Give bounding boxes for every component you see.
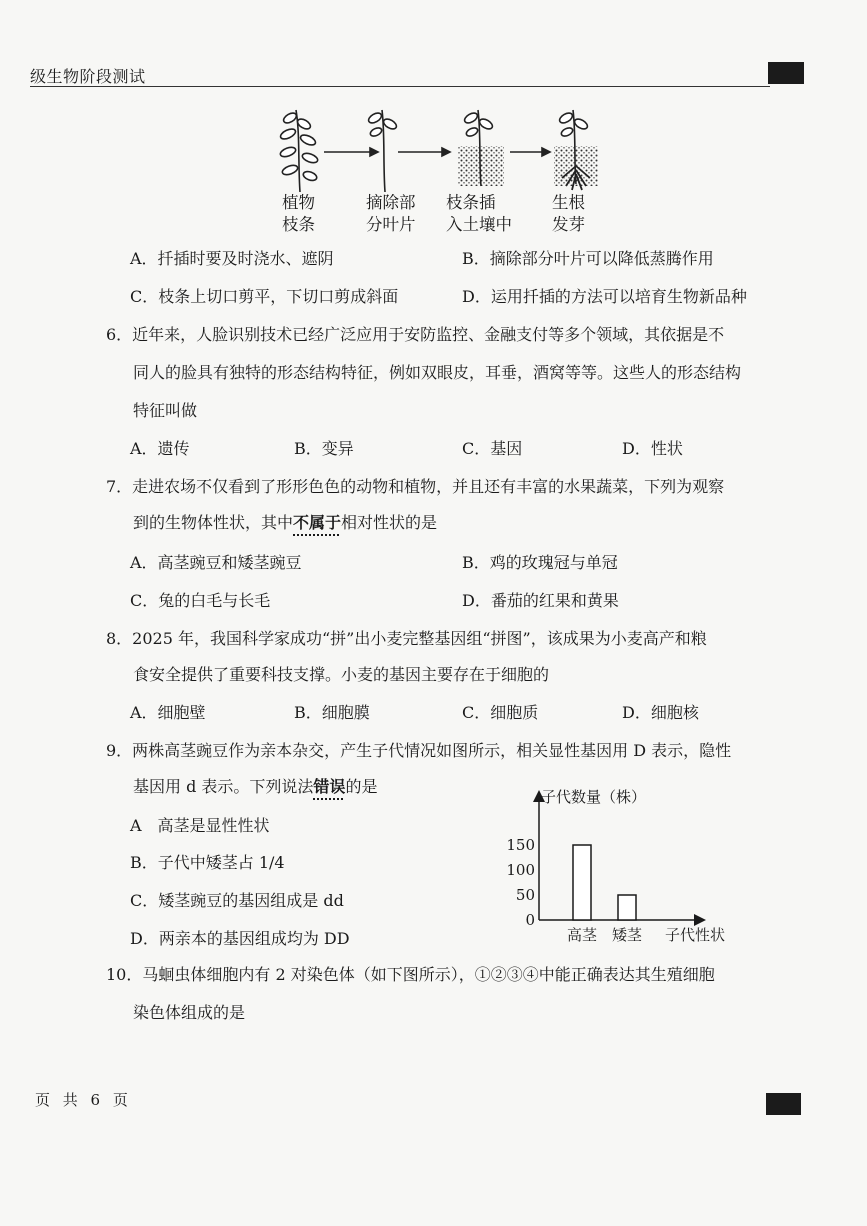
x-axis-label: 子代性状 — [665, 926, 726, 944]
q6-option-b: B．变异 — [294, 439, 354, 458]
q9-option-b: B．子代中矮茎占 1/4 — [130, 853, 285, 872]
q7-option-d: D．番茄的红果和黄果 — [462, 591, 619, 610]
q8-option-a: A．细胞壁 — [130, 703, 206, 722]
q9-option-a: A 高茎是显性性状 — [130, 816, 270, 835]
q9-option-d: D．两亲本的基因组成均为 DD — [130, 929, 350, 948]
q5-option-c: C．枝条上切口剪平，下切口剪成斜面 — [130, 287, 399, 306]
q8-option-d: D．细胞核 — [622, 703, 699, 722]
footer-black-block — [766, 1093, 801, 1115]
y-tick-label: 50 — [515, 886, 535, 904]
arrow-right-icon — [510, 148, 550, 156]
q9-option-c: C．矮茎豌豆的基因组成是 dd — [130, 891, 344, 910]
q7-option-c: C．兔的白毛与长毛 — [130, 591, 271, 610]
x-category-label: 高茎 — [566, 926, 598, 944]
q5-option-d: D．运用扦插的方法可以培育生物新品种 — [462, 287, 747, 306]
branch-in-soil-icon — [458, 110, 504, 186]
q9-stem-line2: 基因用 d 表示。下列说法错误的是 — [133, 777, 378, 796]
page-header-title: 级生物阶段测试 — [30, 67, 146, 86]
q8-stem-line1: 8．2025 年，我国科学家成功“拼”出小麦完整基因组“拼图”，该成果为小麦高产和粮 — [106, 629, 707, 648]
arrow-right-icon — [398, 148, 450, 156]
q6-stem-line2: 同人的脸具有独特的形态结构特征，例如双眼皮，耳垂，酒窝等等。这些人的形态结构 — [133, 363, 742, 382]
bar-tall-stem — [573, 845, 591, 920]
q5-option-a: A．扦插时要及时浇水、遮阴 — [130, 249, 334, 268]
y-tick-label: 0 — [525, 911, 535, 929]
q8-option-b: B．细胞膜 — [294, 703, 370, 722]
header-black-block — [768, 62, 804, 84]
cutting-process-illustration — [270, 104, 610, 196]
q8-stem-line2: 食安全提供了重要科技支撑。小麦的基因主要存在于细胞的 — [133, 665, 550, 684]
q8-option-c: C．细胞质 — [462, 703, 539, 722]
q10-stem-line1: 10．马蛔虫体细胞内有 2 对染色体（如下图所示），①②③④中能正确表达其生殖细胞 — [106, 965, 715, 984]
rooted-plant-icon — [554, 110, 598, 190]
q6-option-a: A．遗传 — [130, 439, 190, 458]
y-tick-label: 100 — [506, 861, 535, 879]
q5-option-b: B．摘除部分叶片可以降低蒸腾作用 — [462, 249, 714, 268]
emphasis-text: 不属于 — [293, 513, 342, 532]
plant-branch-icon — [279, 110, 319, 192]
figure-step-4-label: 生根 发芽 — [552, 193, 585, 234]
q6-option-d: D．性状 — [622, 439, 683, 458]
figure-step-1-label: 植物 枝条 — [282, 193, 315, 234]
header-divider — [30, 86, 770, 87]
y-axis-label: 子代数量（株） — [541, 788, 647, 806]
page-footer: 页 共 6 页 — [35, 1091, 132, 1109]
q6-option-c: C．基因 — [462, 439, 523, 458]
q10-stem-line2: 染色体组成的是 — [133, 1003, 246, 1022]
q7-stem-line2: 到的生物体性状，其中不属于相对性状的是 — [133, 513, 438, 532]
arrow-right-icon — [324, 148, 378, 156]
q6-stem-line3: 特征叫做 — [133, 401, 198, 420]
q9-stem-line1: 9．两株高茎豌豆作为亲本杂交，产生子代情况如图所示，相关显性基因用 D 表示，隐性 — [106, 741, 732, 760]
q7-stem-line1: 7．走进农场不仅看到了形形色色的动物和植物，并且还有丰富的水果蔬菜，下列为观察 — [106, 477, 725, 496]
q6-stem-line1: 6．近年来，人脸识别技术已经广泛应用于安防监控、金融支付等多个领域，其依据是不 — [106, 325, 725, 344]
offspring-bar-chart — [505, 780, 745, 950]
x-category-label: 矮茎 — [611, 926, 643, 944]
figure-step-2-label: 摘除部 分叶片 — [366, 193, 416, 234]
q7-option-b: B．鸡的玫瑰冠与单冠 — [462, 553, 618, 572]
y-tick-label: 150 — [506, 836, 535, 854]
figure-step-3-label: 枝条插 入土壤中 — [446, 193, 512, 234]
emphasis-text: 错误 — [313, 777, 346, 796]
q7-option-a: A．高茎豌豆和矮茎豌豆 — [130, 553, 302, 572]
bar-short-stem — [618, 895, 636, 920]
